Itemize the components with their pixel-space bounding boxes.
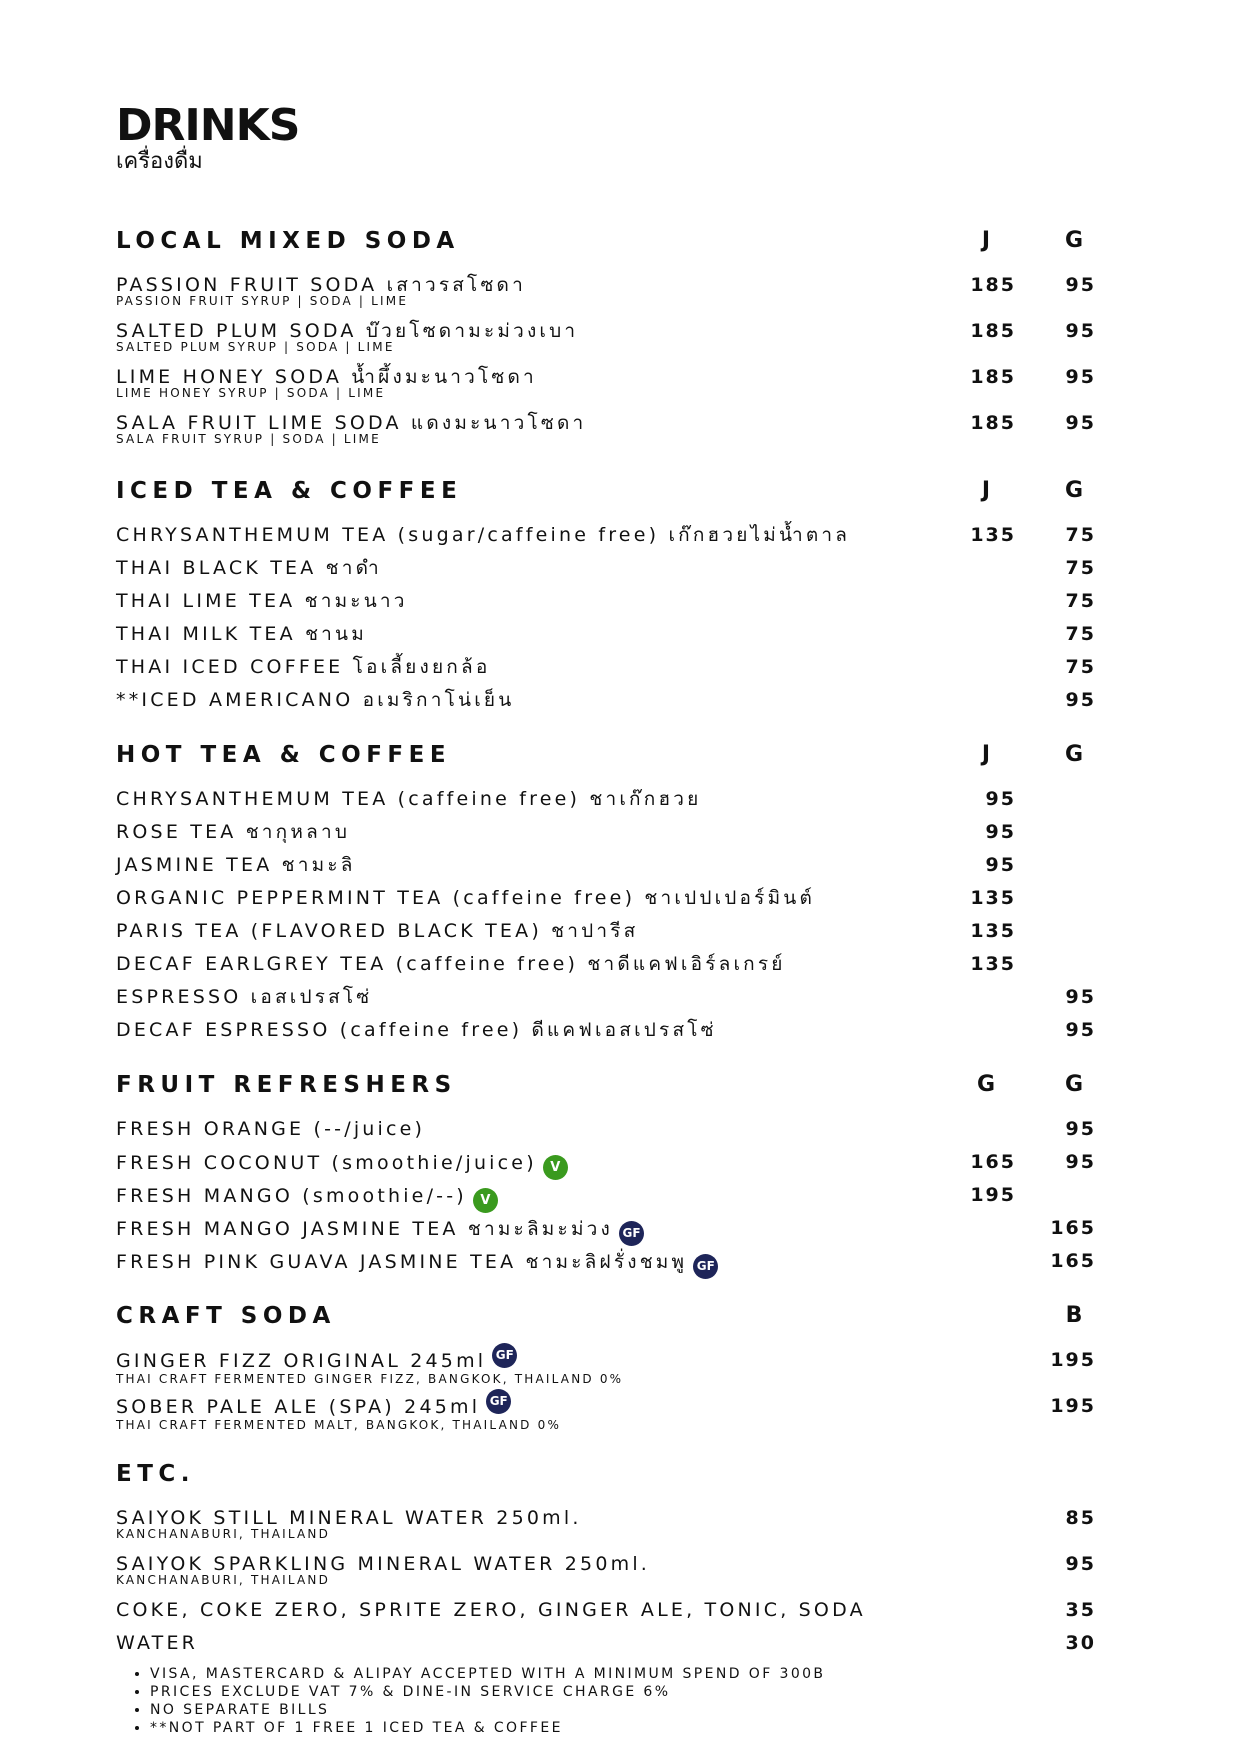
- item-name: CHRYSANTHEMUM TEA (caffeine free) ชาเก๊กฮวย: [116, 788, 702, 810]
- item-name: GINGER FIZZ ORIGINAL 245ml: [116, 1350, 487, 1372]
- item-description: SALTED PLUM SYRUP | SODA | LIME: [116, 340, 395, 354]
- menu-item: [116, 366, 1096, 412]
- item-name: ORGANIC PEPPERMINT TEA (caffeine free) ชาเปปเปอร์มินต์: [116, 887, 816, 909]
- vegan-badge: V: [473, 1188, 498, 1213]
- section-header: [116, 478, 1096, 504]
- column-a-label: G: [976, 1072, 996, 1097]
- item-name: SAIYOK STILL MINERAL WATER 250ml.: [116, 1507, 582, 1529]
- price-a: 135: [970, 920, 1016, 942]
- menu-item: [116, 623, 1096, 656]
- note-item: • VISA, MASTERCARD & ALIPAY ACCEPTED WITH A MINIMUM SPEND OF 300B: [150, 1665, 825, 1683]
- column-a-label: J: [981, 742, 991, 767]
- price-a: 195: [970, 1184, 1016, 1206]
- menu-item: [116, 1184, 1096, 1217]
- section-title: ETC.: [116, 1461, 196, 1487]
- item-name: SAIYOK SPARKLING MINERAL WATER 250ml.: [116, 1553, 651, 1575]
- price-b: 95: [1065, 1151, 1096, 1173]
- section-title: LOCAL MIXED SODA: [116, 228, 460, 254]
- gluten-free-badge: GF: [492, 1343, 517, 1368]
- item-name: FRESH PINK GUAVA JASMINE TEA ชามะลิฝรั่งชมพู: [116, 1251, 688, 1273]
- price-a: 95: [985, 821, 1016, 843]
- column-b-label: G: [1064, 1072, 1084, 1097]
- item-description: SALA FRUIT SYRUP | SODA | LIME: [116, 432, 381, 446]
- menu-item: [116, 788, 1096, 821]
- column-b-label: G: [1064, 228, 1084, 253]
- section-title: HOT TEA & COFFEE: [116, 742, 452, 768]
- price-b: 30: [1065, 1632, 1096, 1654]
- price-b: 95: [1065, 366, 1096, 388]
- menu-section: [116, 478, 1096, 722]
- item-name: FRESH ORANGE (--/juice): [116, 1118, 426, 1140]
- menu-item: [116, 320, 1096, 366]
- column-b-label: G: [1064, 478, 1084, 503]
- price-b: 35: [1065, 1599, 1096, 1621]
- item-name: LIME HONEY SODA น้ำผึ้งมะนาวโซดา: [116, 366, 537, 388]
- price-b: 75: [1065, 557, 1096, 579]
- menu-item: [116, 1632, 1096, 1665]
- menu-item: [116, 412, 1096, 458]
- item-name: PASSION FRUIT SODA เสาวรสโซดา: [116, 274, 526, 296]
- gluten-free-badge: GF: [619, 1221, 644, 1246]
- menu-section: [116, 1303, 1096, 1441]
- price-b: 95: [1065, 320, 1096, 342]
- item-name: THAI BLACK TEA ชาดำ: [116, 557, 382, 579]
- gluten-free-badge: GF: [693, 1254, 718, 1279]
- item-name: FRESH MANGO (smoothie/--): [116, 1185, 467, 1207]
- price-a: 135: [970, 524, 1016, 546]
- item-name: THAI MILK TEA ชานม: [116, 623, 367, 645]
- menu-item: [116, 524, 1096, 557]
- menu-item: [116, 986, 1096, 1019]
- menu-item: [116, 854, 1096, 887]
- price-b: 95: [1065, 274, 1096, 296]
- item-name: ROSE TEA ชากุหลาบ: [116, 821, 351, 843]
- item-name: FRESH COCONUT (smoothie/juice): [116, 1152, 537, 1174]
- drinks-menu: [116, 228, 1096, 1685]
- menu-item: [116, 1395, 1096, 1441]
- price-a: 185: [970, 274, 1016, 296]
- section-header: [116, 228, 1096, 254]
- price-a: 185: [970, 412, 1016, 434]
- note-item: • PRICES EXCLUDE VAT 7% & DINE-IN SERVICE CHARGE 6%: [150, 1683, 825, 1701]
- price-b: 195: [1050, 1349, 1096, 1371]
- menu-item: [116, 1019, 1096, 1052]
- menu-item: [116, 656, 1096, 689]
- menu-item: [116, 1553, 1096, 1599]
- menu-section: [116, 742, 1096, 1052]
- price-b: 95: [1065, 986, 1096, 1008]
- section-title: FRUIT REFRESHERS: [116, 1072, 457, 1098]
- price-a: 165: [970, 1151, 1016, 1173]
- price-b: 75: [1065, 656, 1096, 678]
- menu-item: [116, 1349, 1096, 1395]
- item-name: PARIS TEA (FLAVORED BLACK TEA) ชาปารีส: [116, 920, 639, 942]
- price-b: 95: [1065, 1019, 1096, 1041]
- price-b: 95: [1065, 1553, 1096, 1575]
- price-a: 185: [970, 366, 1016, 388]
- menu-item: [116, 953, 1096, 986]
- price-a: 95: [985, 788, 1016, 810]
- item-name: SALA FRUIT LIME SODA แดงมะนาวโซดา: [116, 412, 587, 434]
- menu-item: [116, 1118, 1096, 1151]
- column-b-label: G: [1064, 742, 1084, 767]
- menu-item: [116, 1599, 1096, 1632]
- price-a: 185: [970, 320, 1016, 342]
- item-description: KANCHANABURI, THAILAND: [116, 1527, 331, 1541]
- item-name: SALTED PLUM SODA บ๊วยโซดามะม่วงเบา: [116, 320, 579, 342]
- price-b: 165: [1050, 1250, 1096, 1272]
- section-header: [116, 742, 1096, 768]
- item-name: FRESH MANGO JASMINE TEA ชามะลิมะม่วง: [116, 1218, 614, 1240]
- item-description: THAI CRAFT FERMENTED GINGER FIZZ, BANGKOK, THAILAND 0%: [116, 1372, 624, 1386]
- vegan-badge: V: [543, 1155, 568, 1180]
- price-a: 95: [985, 854, 1016, 876]
- price-b: 75: [1065, 524, 1096, 546]
- page-subtitle: เครื่องดื่ม: [116, 149, 203, 174]
- section-header: [116, 1303, 1096, 1329]
- menu-item: [116, 1250, 1096, 1283]
- column-a-label: J: [981, 478, 991, 503]
- menu-item: [116, 1217, 1096, 1250]
- price-b: 95: [1065, 412, 1096, 434]
- item-name: THAI LIME TEA ชามะนาว: [116, 590, 408, 612]
- item-name: **ICED AMERICANO อเมริกาโน่เย็น: [116, 689, 515, 711]
- page-title: DRINKS: [116, 100, 300, 151]
- menu-section: [116, 1461, 1096, 1665]
- menu-section: [116, 228, 1096, 458]
- column-a-label: J: [981, 228, 991, 253]
- price-b: 95: [1065, 689, 1096, 711]
- item-description: THAI CRAFT FERMENTED MALT, BANGKOK, THAILAND 0%: [116, 1418, 562, 1432]
- price-b: 85: [1065, 1507, 1096, 1529]
- item-name: ESPRESSO เอสเปรสโซ่: [116, 986, 373, 1008]
- item-name: COKE, COKE ZERO, SPRITE ZERO, GINGER ALE, TONIC, SODA: [116, 1599, 866, 1621]
- price-b: 75: [1065, 590, 1096, 612]
- menu-item: [116, 821, 1096, 854]
- price-b: 165: [1050, 1217, 1096, 1239]
- item-name: SOBER PALE ALE (SPA) 245ml: [116, 1396, 481, 1418]
- item-name: DECAF ESPRESSO (caffeine free) ดีแคฟเอสเปรสโซ่: [116, 1019, 717, 1041]
- section-title: ICED TEA & COFFEE: [116, 478, 463, 504]
- column-b-label: B: [1065, 1303, 1083, 1328]
- price-a: 135: [970, 887, 1016, 909]
- item-description: PASSION FRUIT SYRUP | SODA | LIME: [116, 294, 409, 308]
- section-title: CRAFT SODA: [116, 1303, 336, 1329]
- menu-item: [116, 1507, 1096, 1553]
- item-description: LIME HONEY SYRUP | SODA | LIME: [116, 386, 386, 400]
- menu-section: [116, 1072, 1096, 1283]
- item-name: THAI ICED COFFEE โอเลี้ยงยกล้อ: [116, 656, 491, 678]
- item-name: CHRYSANTHEMUM TEA (sugar/caffeine free) เก๊กฮวยไม่น้ำตาล: [116, 524, 851, 546]
- price-b: 95: [1065, 1118, 1096, 1140]
- page-header: [116, 100, 300, 174]
- gluten-free-badge: GF: [486, 1389, 511, 1414]
- item-name: WATER: [116, 1632, 199, 1654]
- price-a: 135: [970, 953, 1016, 975]
- item-name: DECAF EARLGREY TEA (caffeine free) ชาดีแคฟเอิร์ลเกรย์: [116, 953, 786, 975]
- price-b: 195: [1050, 1395, 1096, 1417]
- menu-item: [116, 557, 1096, 590]
- menu-item: [116, 1151, 1096, 1184]
- footer-notes: [130, 1665, 825, 1737]
- menu-item: [116, 689, 1096, 722]
- menu-item: [116, 274, 1096, 320]
- price-b: 75: [1065, 623, 1096, 645]
- note-item: • **NOT PART OF 1 FREE 1 ICED TEA & COFFEE: [150, 1719, 825, 1737]
- section-header: [116, 1072, 1096, 1098]
- section-header: [116, 1461, 1096, 1487]
- menu-item: [116, 887, 1096, 920]
- item-name: JASMINE TEA ชามะลิ: [116, 854, 356, 876]
- menu-item: [116, 920, 1096, 953]
- menu-item: [116, 590, 1096, 623]
- item-description: KANCHANABURI, THAILAND: [116, 1573, 331, 1587]
- note-item: • NO SEPARATE BILLS: [150, 1701, 825, 1719]
